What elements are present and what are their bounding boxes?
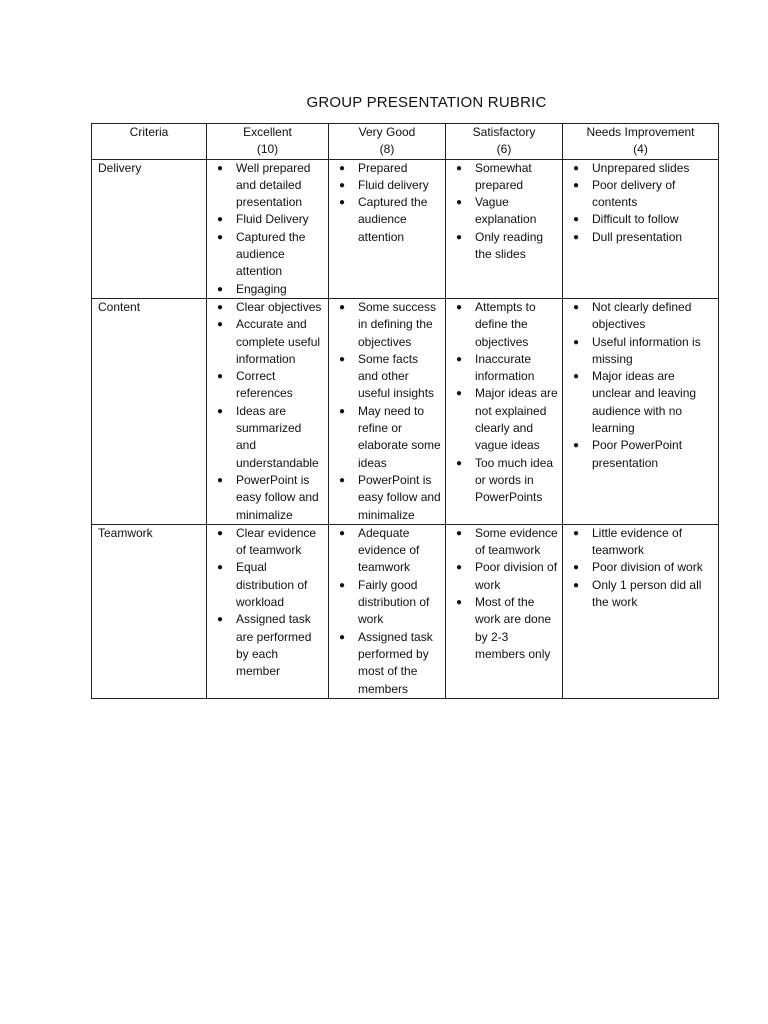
list-item-text: Major ideas are unclear and leaving audience with no learning: [592, 369, 697, 436]
header-name: Criteria: [129, 125, 169, 139]
bullet-list: [563, 299, 718, 472]
rating-cell: [563, 524, 719, 698]
bullet-list: [329, 160, 445, 246]
header-row: [92, 124, 719, 160]
list-item-text: May need to refine or elaborate some ideas: [358, 403, 441, 470]
rating-cell: [329, 298, 446, 524]
list-item-text: Only reading the slides: [475, 229, 544, 262]
list-item-text: Only 1 person did all the work: [592, 577, 702, 610]
list-item: [450, 160, 558, 195]
list-item-text: Most of the work are done by 2-3 members only: [475, 595, 552, 661]
bullet-icon: ●: [339, 197, 346, 209]
list-item-text: Not clearly defined objectives: [592, 299, 692, 332]
list-item: [211, 368, 324, 403]
header-name: Needs Improvement: [586, 125, 695, 139]
list-item-text: Some facts and other useful insights: [358, 351, 435, 401]
list-item-text: Well prepared and detailed presentation: [236, 160, 311, 210]
list-item-text: Vague explanation: [475, 195, 537, 227]
bullet-icon: ●: [339, 162, 346, 174]
bullet-icon: ●: [573, 579, 580, 591]
list-item: [211, 281, 324, 298]
list-item-text: Poor division of work: [475, 560, 558, 592]
bullet-list: [563, 525, 718, 611]
bullet-icon: ●: [339, 405, 346, 417]
bullet-icon: ●: [456, 562, 463, 574]
bullet-icon: ●: [339, 527, 346, 539]
bullet-icon: ●: [339, 631, 346, 643]
list-item: [450, 594, 558, 663]
bullet-icon: ●: [573, 336, 580, 348]
list-item-text: Adequate evidence of teamwork: [358, 525, 420, 575]
list-item-text: Correct references: [236, 369, 293, 401]
rubric-row-delivery: [92, 159, 719, 298]
list-item-text: Difficult to follow: [592, 212, 679, 227]
bullet-icon: ●: [217, 214, 224, 226]
rating-cell: [446, 298, 563, 524]
list-item: [567, 160, 714, 177]
bullet-icon: ●: [456, 162, 463, 174]
bullet-icon: ●: [573, 440, 580, 452]
criteria-cell: Delivery: [92, 159, 207, 298]
list-item: [211, 559, 324, 611]
bullet-icon: ●: [217, 371, 224, 383]
bullet-icon: ●: [456, 597, 463, 609]
bullet-icon: ●: [456, 457, 463, 469]
header-score: (4): [633, 142, 648, 157]
list-item: [211, 472, 324, 524]
list-item: [450, 299, 558, 351]
list-item: [567, 299, 714, 334]
bullet-icon: ●: [573, 301, 580, 313]
rating-cell: [563, 159, 719, 298]
list-item: [333, 629, 441, 698]
list-item: [333, 194, 441, 246]
list-item-text: Fluid Delivery: [236, 212, 309, 227]
list-item-text: Equal distribution of workload: [236, 560, 308, 610]
rating-cell: [207, 159, 329, 298]
list-item: [211, 299, 324, 316]
list-item: [211, 403, 324, 472]
criteria-cell: Content: [92, 298, 207, 524]
bullet-list: [446, 160, 562, 264]
bullet-icon: ●: [217, 283, 224, 295]
header-name: Very Good: [358, 125, 416, 139]
list-item: [450, 525, 558, 560]
list-item: [567, 368, 714, 437]
header-very-good: [329, 124, 446, 160]
list-item: [211, 160, 324, 212]
bullet-icon: ●: [217, 231, 224, 243]
bullet-icon: ●: [217, 405, 224, 417]
bullet-icon: ●: [339, 353, 346, 365]
rubric-row-content: [92, 298, 719, 524]
bullet-list: [329, 299, 445, 524]
list-item-text: Some success in defining the objectives: [358, 299, 437, 349]
rating-cell: [207, 298, 329, 524]
list-item-text: Captured the audience attention: [236, 229, 306, 279]
bullet-icon: ●: [339, 301, 346, 313]
bullet-icon: ●: [573, 231, 580, 243]
list-item-text: PowerPoint is easy follow and minimalize: [358, 472, 441, 522]
list-item: [211, 316, 324, 368]
list-item: [333, 525, 441, 577]
list-item-text: Major ideas are not explained clearly and vague ideas: [475, 386, 558, 453]
list-item: [450, 229, 558, 264]
list-item: [333, 403, 441, 472]
list-item: [450, 351, 558, 386]
list-item-text: Assigned task performed by most of the members: [358, 629, 433, 696]
list-item: [567, 437, 714, 472]
list-item: [567, 229, 714, 246]
bullet-icon: ●: [217, 319, 224, 331]
header-name: Satisfactory: [472, 125, 536, 139]
bullet-icon: ●: [456, 231, 463, 243]
list-item-text: PowerPoint is easy follow and minimalize: [236, 472, 319, 522]
list-item-text: Ideas are summarized and understandable: [236, 403, 319, 470]
list-item-text: Poor PowerPoint presentation: [592, 438, 683, 470]
list-item: [450, 385, 558, 454]
bullet-list: [207, 525, 328, 681]
list-item-text: Somewhat prepared: [475, 160, 532, 192]
header-excellent: [207, 124, 329, 160]
bullet-list: [329, 525, 445, 698]
list-item-text: Clear evidence of teamwork: [236, 525, 317, 558]
bullet-list: [207, 299, 328, 524]
bullet-icon: ●: [217, 301, 224, 313]
list-item-text: Poor division of work: [592, 560, 703, 575]
bullet-icon: ●: [456, 527, 463, 539]
header-criteria: [92, 124, 207, 160]
rating-cell: [446, 524, 563, 698]
bullet-icon: ●: [573, 527, 580, 539]
list-item-text: Assigned task are performed by each member: [236, 612, 312, 679]
bullet-icon: ●: [573, 371, 580, 383]
list-item: [567, 177, 714, 212]
rubric-row-teamwork: [92, 524, 719, 698]
list-item: [333, 177, 441, 194]
list-item: [211, 525, 324, 560]
bullet-icon: ●: [217, 162, 224, 174]
list-item-text: Some evidence of teamwork: [475, 525, 558, 558]
list-item: [333, 472, 441, 524]
list-item: [567, 525, 714, 560]
list-item: [211, 229, 324, 281]
bullet-icon: ●: [573, 179, 580, 191]
header-needs-improvement: [563, 124, 719, 160]
rubric-table: [91, 123, 719, 699]
list-item: [567, 211, 714, 228]
list-item-text: Attempts to define the objectives: [475, 299, 536, 349]
bullet-icon: ●: [573, 562, 580, 574]
list-item: [211, 611, 324, 680]
list-item-text: Prepared: [358, 160, 408, 175]
bullet-icon: ●: [217, 562, 224, 574]
bullet-icon: ●: [217, 614, 224, 626]
rating-cell: [207, 524, 329, 698]
list-item: [333, 160, 441, 177]
list-item-text: Unprepared slides: [592, 160, 690, 175]
header-score: (6): [496, 142, 512, 157]
list-item: [567, 559, 714, 576]
list-item: [211, 211, 324, 228]
list-item: [567, 577, 714, 612]
bullet-icon: ●: [456, 197, 463, 209]
bullet-list: [207, 160, 328, 298]
bullet-icon: ●: [573, 214, 580, 226]
list-item-text: Poor delivery of contents: [592, 177, 676, 210]
list-item-text: Engaging: [236, 281, 287, 296]
page-title: GROUP PRESENTATION RUBRIC: [306, 94, 547, 111]
list-item-text: Dull presentation: [592, 229, 683, 244]
list-item: [450, 559, 558, 594]
rating-cell: [329, 159, 446, 298]
list-item-text: Inaccurate information: [475, 351, 535, 384]
rating-cell: [563, 298, 719, 524]
bullet-list: [446, 525, 562, 663]
list-item-text: Captured the audience attention: [358, 195, 428, 244]
bullet-icon: ●: [217, 527, 224, 539]
list-item-text: Accurate and complete useful information: [236, 317, 321, 366]
list-item: [450, 455, 558, 507]
list-item-text: Little evidence of teamwork: [592, 525, 683, 558]
list-item: [567, 334, 714, 369]
bullet-icon: ●: [339, 474, 346, 486]
criteria-cell: Teamwork: [92, 524, 207, 698]
rating-cell: [329, 524, 446, 698]
bullet-icon: ●: [456, 388, 463, 400]
list-item: [333, 351, 441, 403]
list-item: [450, 194, 558, 229]
header-score: (10): [256, 142, 279, 157]
header-name: Excellent: [243, 125, 292, 139]
list-item-text: Too much idea or words in PowerPoints: [475, 455, 554, 505]
list-item-text: Clear objectives: [236, 299, 322, 314]
bullet-icon: ●: [573, 162, 580, 174]
bullet-icon: ●: [339, 579, 346, 591]
bullet-icon: ●: [456, 301, 463, 313]
list-item: [333, 577, 441, 629]
list-item: [333, 299, 441, 351]
rating-cell: [446, 159, 563, 298]
header-satisfactory: [446, 124, 563, 160]
bullet-icon: ●: [217, 474, 224, 486]
list-item-text: Fluid delivery: [358, 177, 429, 192]
bullet-list: [446, 299, 562, 507]
bullet-list: [563, 160, 718, 246]
bullet-icon: ●: [339, 179, 346, 191]
header-score: (8): [379, 142, 395, 157]
bullet-icon: ●: [456, 353, 463, 365]
list-item-text: Useful information is missing: [592, 334, 701, 366]
list-item-text: Fairly good distribution of work: [358, 577, 430, 627]
